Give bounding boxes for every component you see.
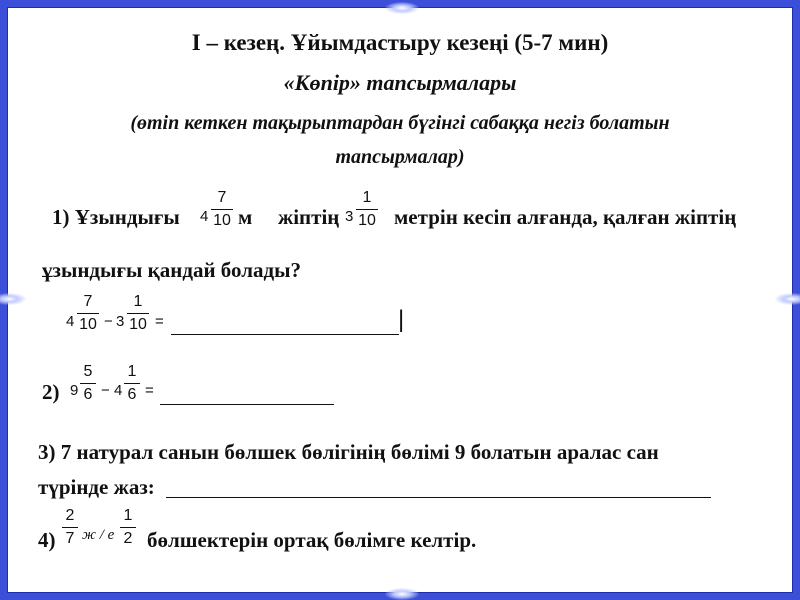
task3-line1: 3) 7 натурал санын бөлшек бөлігінің бөлімі 9 болатын аралас сан	[38, 440, 659, 464]
fraction-bar	[120, 527, 136, 528]
task2-den2: 6	[127, 386, 137, 403]
fraction-bar	[356, 209, 378, 210]
task2-den1: 6	[83, 386, 93, 403]
task2-num2: 1	[127, 363, 137, 380]
task1-line2: ұзындығы қандай болады?	[42, 258, 302, 282]
task2-label: 2)	[42, 380, 60, 404]
task1-fraction1	[211, 188, 233, 231]
task1-unit: м	[238, 205, 253, 229]
task2-whole1: 9	[70, 382, 79, 399]
fraction-bar	[127, 313, 149, 314]
slide-note-line2: тапсырмалар)	[335, 146, 465, 168]
task4-label: 4)	[38, 528, 56, 552]
task1-den1: 10	[213, 212, 231, 229]
task2-answer-line[interactable]	[160, 404, 334, 405]
task2-whole2: 4	[114, 382, 123, 399]
task1-num2: 1	[362, 189, 372, 206]
task1-expr-num2: 1	[133, 293, 143, 310]
task2-fraction2	[124, 362, 140, 405]
fraction-bar	[124, 383, 140, 384]
task1-expr-den2: 10	[129, 316, 147, 333]
task4-den2: 2	[123, 530, 133, 547]
task4-fraction2	[120, 506, 136, 549]
task1-expr-den1: 10	[79, 316, 97, 333]
task4-den1: 7	[65, 530, 75, 547]
task1-expr-fraction1	[77, 292, 99, 335]
task2-fraction1	[80, 362, 96, 405]
slide-subtitle: «Көпір» тапсырмалары	[283, 70, 517, 95]
task1-expr-minus: −	[104, 313, 113, 330]
task1-whole1: 4	[200, 208, 209, 225]
slide-note-line1: (өтіп кеткен тақырыптардан бүгінгі сабаққа негіз болатын	[130, 112, 670, 134]
task2-num1: 5	[83, 363, 93, 380]
text-cursor: |	[398, 306, 405, 333]
task3-line2: түрінде жаз:	[38, 475, 155, 499]
task1-prefix: 1) Ұзындығы	[52, 205, 180, 229]
task2-eq: =	[145, 382, 154, 399]
fraction-bar	[62, 527, 78, 528]
task1-whole2: 3	[345, 208, 354, 225]
fraction-bar	[80, 383, 96, 384]
task1-fraction2	[356, 188, 378, 231]
slide-title: І – кезең. Ұйымдастыру кезеңі (5-7 мин)	[191, 30, 609, 55]
task1-answer-line[interactable]	[171, 334, 399, 335]
fraction-bar	[77, 313, 99, 314]
task4-fraction1	[62, 506, 78, 549]
task4-num2: 1	[123, 507, 133, 524]
task2-minus: −	[101, 382, 110, 399]
task1-mid: жіптің	[278, 205, 340, 229]
task4-text: бөлшектерін ортақ бөлімге келтір.	[147, 528, 477, 552]
task1-num1: 7	[217, 189, 227, 206]
task1-expr-fraction2	[127, 292, 149, 335]
task1-expr-whole2: 3	[116, 313, 125, 330]
fraction-bar	[211, 209, 233, 210]
task1-den2: 10	[358, 212, 376, 229]
task1-expr-num1: 7	[83, 293, 93, 310]
task1-expr-whole1: 4	[66, 313, 75, 330]
task1-expr-eq: =	[155, 313, 164, 330]
task3-answer-line[interactable]	[166, 497, 711, 498]
task4-conjunction: ж / е	[82, 527, 115, 543]
task4-num1: 2	[65, 507, 75, 524]
task1-tail: метрін кесіп алғанда, қалған жіптің	[394, 205, 737, 229]
